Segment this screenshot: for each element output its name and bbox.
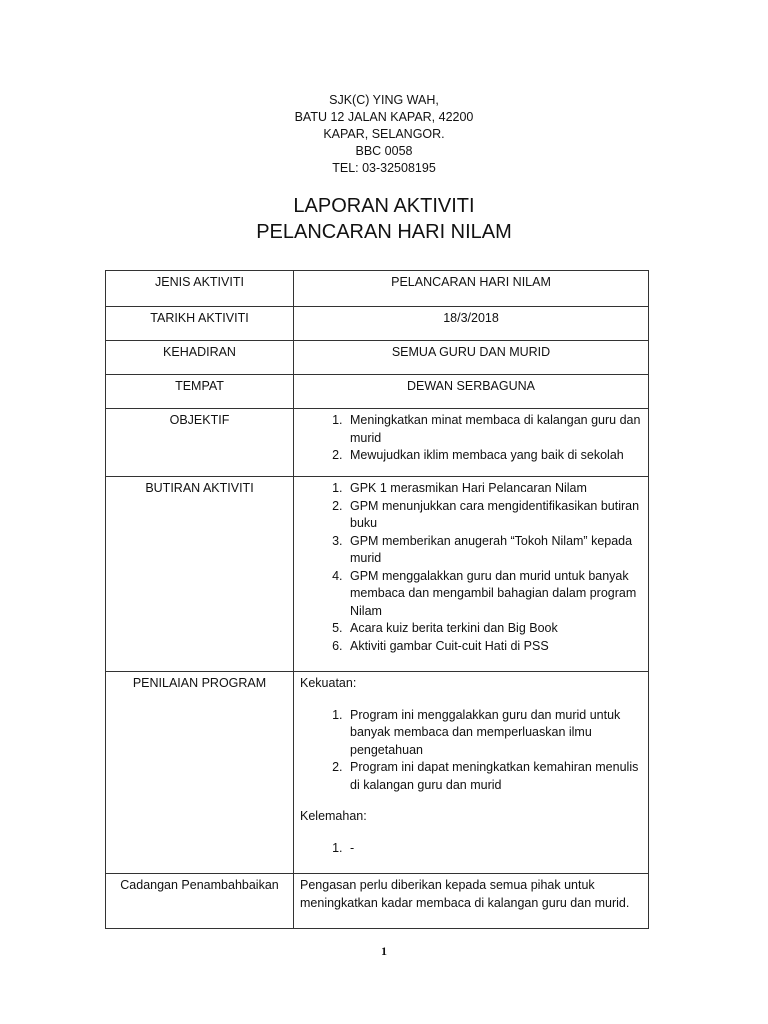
table-row [106,271,649,307]
school-code: BBC 0058 [355,144,413,158]
school-phone: TEL: 03-32508195 [332,161,436,175]
row-value [294,477,649,672]
report-title [0,193,768,245]
row-value: 18/3/2018 [294,307,649,341]
row-label: JENIS AKTIVITI [106,271,294,307]
list-item: 2. GPM menunjukkan cara mengidentifikasikan butiran buku [346,498,642,533]
row-value: PELANCARAN HARI NILAM [294,271,649,307]
list-item: 3. GPM memberikan anugerah “Tokoh Nilam” kepada murid [346,533,642,568]
school-street: BATU 12 JALAN KAPAR, 42200 [294,110,474,124]
activity-report-table [105,270,649,929]
list-item: 1. Meningkatkan minat membaca di kalangan guru dan murid [346,412,642,447]
page-number: 1 [381,944,387,958]
table-row [106,307,649,341]
row-value [294,672,649,874]
table-row [106,874,649,929]
table-row [106,375,649,409]
objective-list [300,412,642,465]
row-label: OBJEKTIF [106,409,294,477]
row-value: DEWAN SERBAGUNA [294,375,649,409]
strengths-list [300,707,642,795]
row-value [294,409,649,477]
row-label: PENILAIAN PROGRAM [106,672,294,874]
activity-details-list [300,480,642,655]
table-row [106,409,649,477]
list-item: 6. Aktiviti gambar Cuit-cuit Hati di PSS [346,638,642,656]
list-item: 2. Mewujudkan iklim membaca yang baik di sekolah [346,447,642,465]
list-item: 2. Program ini dapat meningkatkan kemahiran menulis di kalangan guru dan murid [346,759,642,794]
row-value: SEMUA GURU DAN MURID [294,341,649,375]
list-item: 4. GPM menggalakkan guru dan murid untuk banyak membaca dan mengambil bahagian dalam program Nilam [346,568,642,621]
report-title-line2: PELANCARAN HARI NILAM [256,221,512,243]
report-title-line1: LAPORAN AKTIVITI [293,195,475,217]
list-item: 1. - [346,840,642,858]
row-label: TARIKH AKTIVITI [106,307,294,341]
school-city: KAPAR, SELANGOR. [323,127,445,141]
table-row [106,672,649,874]
strengths-label: Kekuatan: [300,676,357,690]
weaknesses-list [300,840,642,858]
row-label: Cadangan Penambahbaikan [106,874,294,929]
row-value: Pengasan perlu diberikan kepada semua pihak untuk meningkatkan kadar membaca di kalangan guru dan murid. [294,874,649,929]
list-item: 1. Program ini menggalakkan guru dan murid untuk banyak membaca dan memperluaskan ilmu pengetahuan [346,707,642,760]
table-row [106,341,649,375]
weaknesses-label: Kelemahan: [300,809,367,823]
school-address-block [0,92,768,177]
list-item: 1. GPK 1 merasmikan Hari Pelancaran Nilam [346,480,642,498]
school-name: SJK(C) YING WAH, [329,93,439,107]
row-label: TEMPAT [106,375,294,409]
list-item: 5. Acara kuiz berita terkini dan Big Book [346,620,642,638]
table-row [106,477,649,672]
row-label: BUTIRAN AKTIVITI [106,477,294,672]
row-label: KEHADIRAN [106,341,294,375]
